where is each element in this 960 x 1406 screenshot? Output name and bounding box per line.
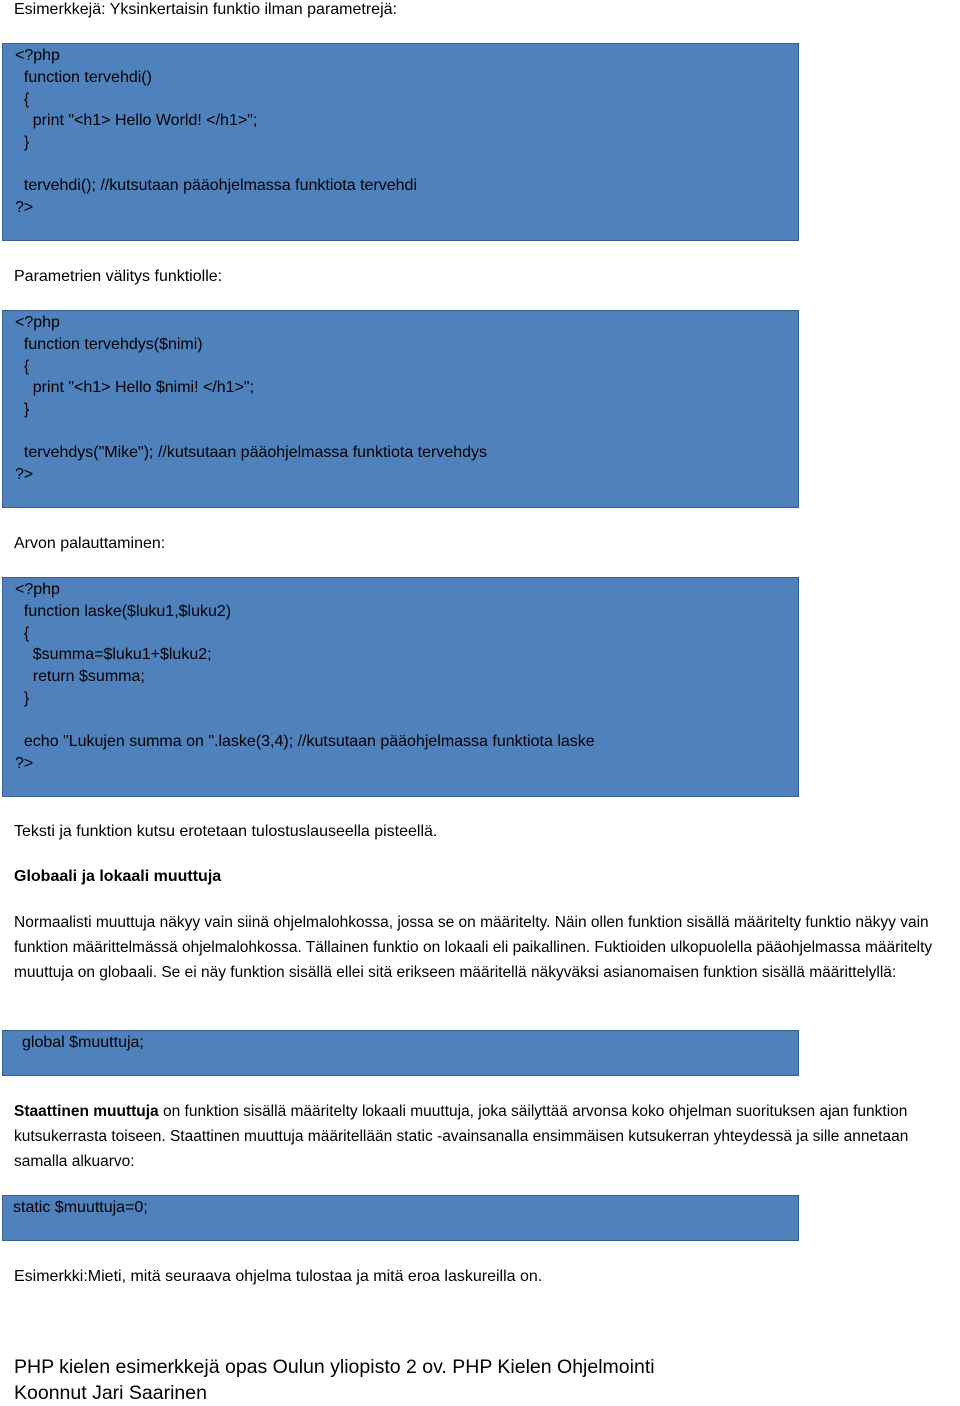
code-line: <?php <box>15 314 60 331</box>
example1-heading: Esimerkkejä: Yksinkertaisin funktio ilman parametrejä: <box>14 1 397 18</box>
code-block-static <box>2 1195 799 1241</box>
code-line: function laske($luku1,$luku2) <box>15 603 232 620</box>
code-line: ?> <box>15 755 34 772</box>
static-term: Staattinen muuttuja <box>14 1103 159 1120</box>
code-line: { <box>15 625 30 642</box>
code-line: ?> <box>15 466 34 483</box>
section-heading-global-local: Globaali ja lokaali muuttuja <box>14 868 222 885</box>
code-line: $summa=$luku1+$luku2; <box>15 646 212 663</box>
code-block-return-value <box>2 577 799 797</box>
static-description: on funktion sisällä määritelty lokaali muuttuja, joka säilyttää arvonsa koko ohjelman suorituksen ajan funktion kutsukerrasta toiseen. Staattinen muuttuja määritellään static -avainsanalla ensimmäisen kutsukerran yhteydessä ja sille annetaan samalla alkuarvo: <box>14 1103 909 1170</box>
concat-note: Teksti ja funktion kutsu erotetaan tulostuslauseella pisteellä. <box>14 823 438 840</box>
paragraph-global-local: Normaalisti muuttuja näkyy vain siinä ohjelmalohkossa, jossa se on määritelty. Näin ollen funktion sisällä määritelty funktio näkyy vain funktion määrittelmässä ohjelmalohkossa. Tällainen funktio on lokaali eli paikallinen. Fuktioiden ulkopuolella pääohjelmassa määritelty muuttuja on globaali. Se ei näy funktion sisällä ellei sitä erikseen määritellä näkyväksi asianomaisen funktion sisällä määrittelyllä: <box>14 914 933 981</box>
code-line: echo "Lukujen summa on ".laske(3,4); //kutsutaan pääohjelmassa funktiota laske <box>15 733 595 750</box>
code-line: tervehdi(); //kutsutaan pääohjelmassa funktiota tervehdi <box>15 177 417 194</box>
code-block-global <box>2 1030 799 1076</box>
paragraph-static <box>14 1099 960 1174</box>
code-line: function tervehdys($nimi) <box>15 336 203 353</box>
code-line: } <box>15 690 30 707</box>
code-block-parameter <box>2 310 799 508</box>
code-block-hello-world <box>2 43 799 241</box>
footer-title: PHP kielen esimerkkejä opas Oulun yliopisto 2 ov. PHP Kielen Ohjelmointi <box>14 1356 655 1378</box>
footer-author: Koonnut Jari Saarinen <box>14 1382 207 1404</box>
code-line: <?php <box>15 47 60 64</box>
code-line: tervehdys("Mike"); //kutsutaan pääohjelmassa funktiota tervehdys <box>15 444 488 461</box>
example-question: Esimerkki:Mieti, mitä seuraava ohjelma tulostaa ja mitä eroa laskureilla on. <box>14 1268 543 1285</box>
code-line: print "<h1> Hello $nimi! </h1>"; <box>15 379 255 396</box>
code-line: { <box>15 358 30 375</box>
code-line: ?> <box>15 199 34 216</box>
example3-heading: Arvon palauttaminen: <box>14 535 166 552</box>
code-line: { <box>15 91 30 108</box>
code-line: } <box>15 401 30 418</box>
code-line: print "<h1> Hello World! </h1>"; <box>15 112 258 129</box>
code-line: } <box>15 134 30 151</box>
code-line: function tervehdi() <box>15 69 152 86</box>
code-line: <?php <box>15 581 60 598</box>
example2-heading: Parametrien välitys funktiolle: <box>14 268 223 285</box>
code-line: return $summa; <box>15 668 145 685</box>
code-line: static $muuttuja=0; <box>13 1199 148 1216</box>
code-line: global $muuttuja; <box>22 1034 144 1051</box>
